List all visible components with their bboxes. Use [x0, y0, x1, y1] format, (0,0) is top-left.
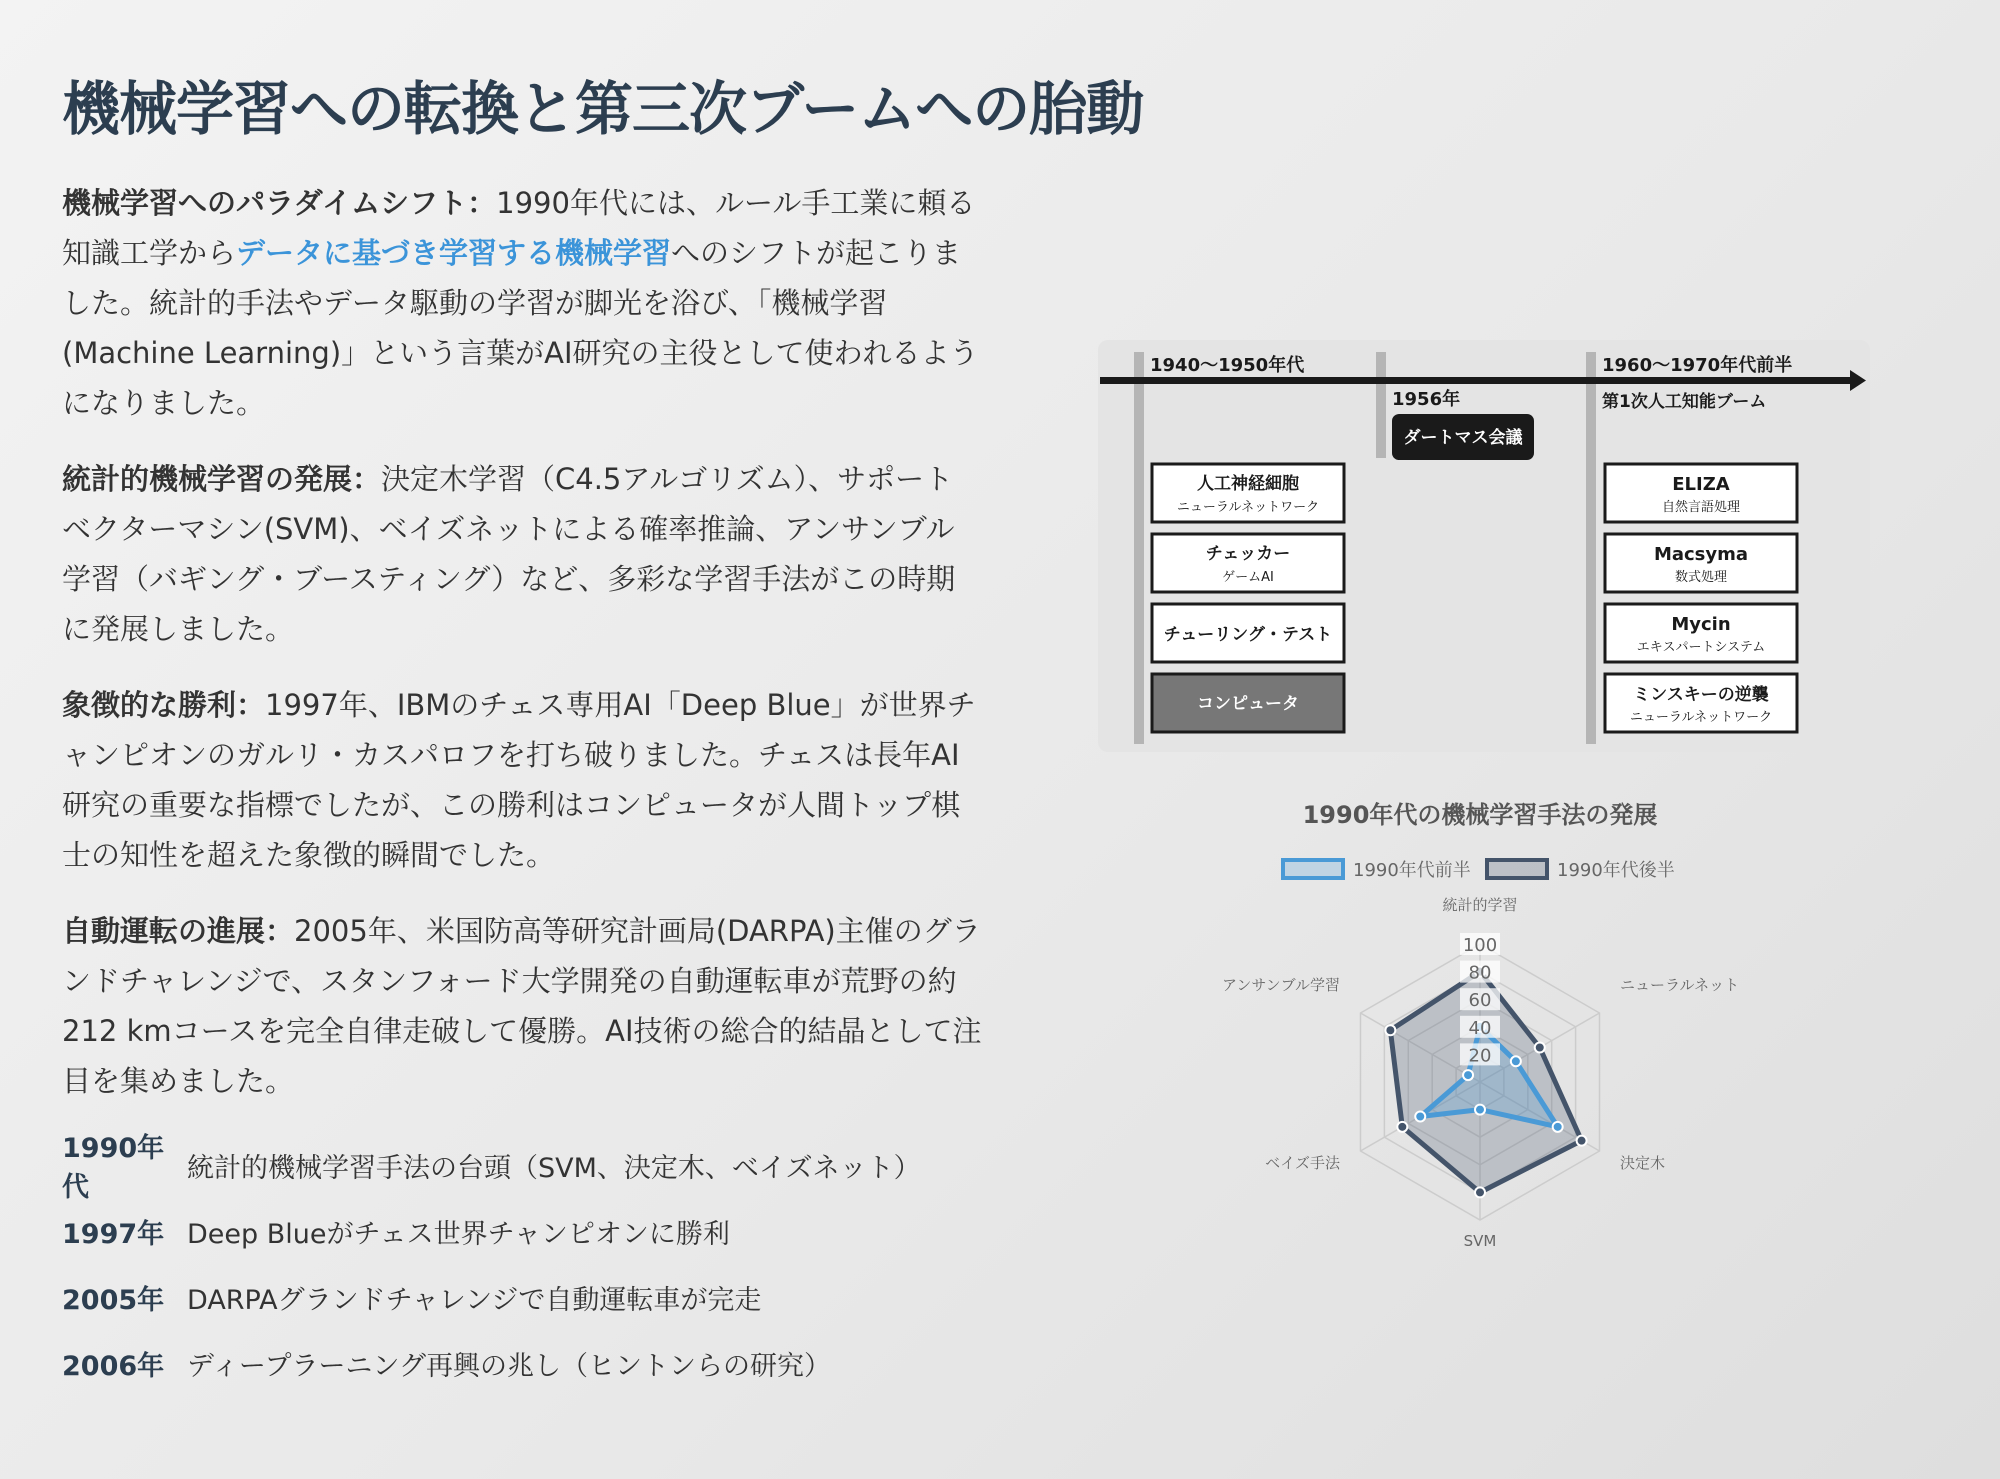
axis-label: アンサンブル学習 — [1221, 976, 1340, 994]
timeline-text: DARPAグランドチャレンジで自動運転車が完走 — [187, 1284, 762, 1316]
data-point — [1511, 1056, 1521, 1066]
left-box-2 — [1152, 534, 1344, 592]
period-label: 1940～1950年代 — [1150, 355, 1305, 376]
left-box-1 — [1152, 464, 1344, 522]
tick-label: 80 — [1468, 962, 1492, 984]
box-subtitle: ニューラルネットワーク — [1629, 710, 1773, 725]
timeline-year: 2006年 — [62, 1350, 165, 1382]
paragraph-symbolic-victory — [62, 680, 982, 880]
box-subtitle: 自然言語処理 — [1661, 500, 1741, 515]
legend-swatch — [1283, 860, 1343, 878]
box-title: ELIZA — [1672, 474, 1730, 495]
data-point — [1553, 1122, 1563, 1132]
timeline-item — [62, 1264, 982, 1330]
paragraph-paradigm-shift — [62, 178, 982, 428]
data-point — [1463, 1070, 1473, 1080]
boom-label: 第1次人工知能ブーム — [1602, 392, 1767, 412]
period-bar — [1376, 352, 1386, 458]
legend-label: 1990年代後半 — [1557, 860, 1675, 881]
timeline-item — [62, 1330, 982, 1396]
tick-label: 20 — [1468, 1045, 1492, 1067]
box-title: チューリング・テスト — [1163, 625, 1333, 645]
ai-history-figure — [1098, 340, 1870, 752]
arrow-head-icon — [1850, 370, 1866, 391]
highlight-text: データに基づき学習する機械学習 — [236, 236, 672, 270]
timeline-item — [62, 1132, 982, 1203]
chart-title: 1990年代の機械学習手法の発展 — [1302, 801, 1658, 829]
right-box-3 — [1605, 604, 1797, 662]
timeline-arrow-line — [1100, 377, 1850, 384]
timeline-list — [62, 1132, 982, 1396]
box-title: ミンスキーの逆襲 — [1633, 685, 1769, 705]
axis-label: 統計的学習 — [1442, 896, 1518, 914]
ai-history-diagram — [1098, 340, 1870, 752]
data-point — [1535, 1043, 1545, 1053]
paragraph-lead: 統計的機械学習の発展： — [62, 462, 382, 496]
box-title: Macsyma — [1653, 544, 1749, 565]
paragraph-text: へのシフトが起こりました。統計的手法やデータ駆動の学習が脚光を浴び、「機械学習 (Machine Learning)」という言葉がAI研究の主役として使われるようになりました。 — [62, 236, 979, 420]
radar-chart-svg — [1180, 790, 1780, 1270]
event-label: ダートマス会議 — [1403, 428, 1523, 448]
axis-label: 決定木 — [1620, 1154, 1666, 1172]
data-point — [1397, 1122, 1407, 1132]
timeline-text: ディープラーニング再興の兆し（ヒントンらの研究） — [187, 1350, 831, 1382]
box-subtitle: エキスパートシステム — [1636, 640, 1766, 655]
tick-label: 100 — [1462, 935, 1498, 956]
right-box-4 — [1605, 674, 1797, 732]
axis-label: SVM — [1463, 1232, 1497, 1250]
page-title: 機械学習への転換と第三次ブームへの胎動 — [62, 75, 1144, 143]
paragraph-autonomous-driving — [62, 906, 982, 1106]
data-point — [1415, 1112, 1425, 1122]
paragraph-text: 1997年、IBMのチェス専用AI「Deep Blue」が世界チャンピオンのガルリ・カスパロフを打ち破りました。チェスは長年AI研究の重要な指標でしたが、この勝利はコンピュータが人間トップ棋士の知性を超えた象徴的瞬間でした。 — [62, 688, 976, 872]
box-subtitle: ニューラルネットワーク — [1176, 500, 1320, 515]
paragraph-lead: 機械学習へのパラダイムシフト： — [62, 186, 497, 220]
paragraph-lead: 象徴的な勝利： — [62, 688, 266, 722]
right-box-2 — [1605, 534, 1797, 592]
timeline-item — [62, 1198, 982, 1264]
timeline-text: Deep Blueがチェス世界チャンピオンに勝利 — [187, 1218, 730, 1250]
paragraph-text: 1990年代には、ルール手工業に頼る知識工学から — [62, 186, 976, 270]
data-point — [1475, 1187, 1485, 1197]
left-box-4 — [1152, 674, 1344, 732]
box-subtitle: ゲームAI — [1222, 570, 1274, 585]
timeline-year: 2005年 — [62, 1284, 165, 1316]
legend-swatch — [1487, 860, 1547, 878]
right-box-1 — [1605, 464, 1797, 522]
box-title: コンピュータ — [1197, 694, 1299, 714]
timeline-year: 1997年 — [62, 1218, 165, 1250]
box-title: 人工神経細胞 — [1197, 474, 1299, 494]
axis-label: ベイズ手法 — [1265, 1154, 1340, 1172]
radar-chart — [1180, 790, 1780, 1270]
paragraph-lead: 自動運転の進展： — [62, 914, 295, 948]
box-title: Mycin — [1671, 614, 1731, 635]
timeline-text: 統計的機械学習手法の台頭（SVM、決定木、ベイズネット） — [187, 1152, 921, 1184]
data-point — [1577, 1136, 1587, 1146]
legend-label: 1990年代前半 — [1353, 860, 1471, 881]
paragraph-text: 2005年、米国防高等研究計画局(DARPA)主催のグランドチャレンジで、スタンフォード大学開発の自動運転車が荒野の約212 kmコースを完全自律走破して優勝。AI技術の総合的結晶として注目を集めました。 — [62, 914, 982, 1098]
tick-label: 40 — [1468, 1017, 1492, 1039]
data-point — [1475, 1105, 1485, 1115]
axis-label: ニューラルネット — [1620, 976, 1740, 994]
period-bar — [1586, 352, 1596, 744]
left-column — [62, 178, 982, 1396]
box-title: チェッカー — [1205, 544, 1291, 564]
period-label: 1956年 — [1392, 389, 1461, 410]
period-label: 1960～1970年代前半 — [1602, 355, 1793, 376]
paragraph-text: 決定木学習（C4.5アルゴリズム）、サポートベクターマシン(SVM)、ベイズネットによる確率推論、アンサンブル学習（バギング・ブースティング）など、多彩な学習手法がこの時期に発展しました。 — [62, 462, 956, 646]
data-point — [1385, 1025, 1395, 1035]
left-box-3 — [1152, 604, 1344, 662]
paragraph-statistical-ml — [62, 454, 982, 654]
timeline-year: 1990年代 — [62, 1133, 165, 1203]
period-bar — [1134, 352, 1144, 744]
box-subtitle: 数式処理 — [1674, 570, 1728, 585]
tick-label: 60 — [1468, 990, 1492, 1012]
